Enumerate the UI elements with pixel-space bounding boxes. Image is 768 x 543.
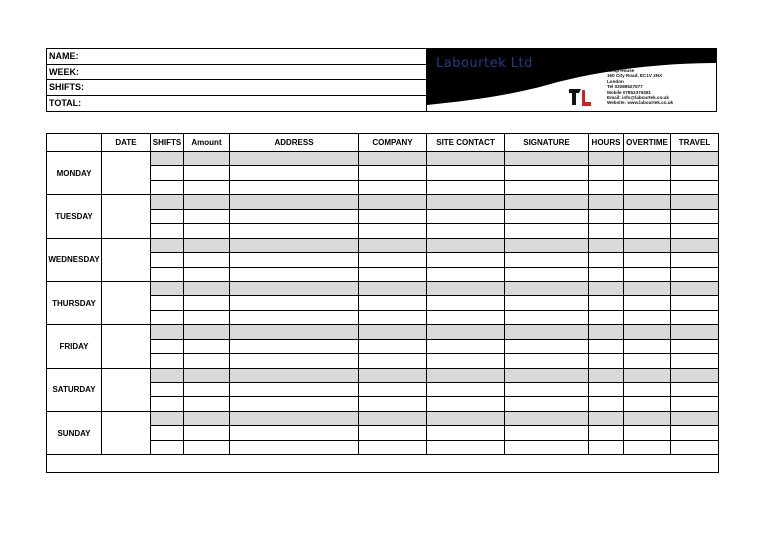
entry-cell[interactable]	[427, 310, 505, 324]
entry-cell[interactable]	[671, 383, 719, 397]
entry-cell[interactable]	[505, 195, 589, 209]
entry-cell[interactable]	[359, 152, 427, 166]
entry-cell[interactable]	[624, 238, 671, 252]
entry-cell[interactable]	[505, 339, 589, 353]
contact-line: 160 City Road, EC1V 2NX	[607, 73, 663, 79]
entry-cell[interactable]	[359, 426, 427, 440]
entry-cell[interactable]	[184, 281, 230, 295]
entry-cell[interactable]	[427, 426, 505, 440]
entry-cell[interactable]	[589, 224, 624, 238]
entry-cell[interactable]	[151, 209, 184, 223]
entry-cell[interactable]	[671, 397, 719, 411]
entry-cell[interactable]	[184, 440, 230, 454]
table-row	[47, 238, 719, 252]
day-label: WEDNESDAY	[47, 238, 102, 281]
entry-cell[interactable]	[359, 325, 427, 339]
contact-line: Mobile 07852379491	[607, 89, 651, 95]
entry-cell[interactable]	[589, 383, 624, 397]
entry-cell[interactable]	[151, 267, 184, 281]
entry-cell[interactable]	[359, 411, 427, 425]
entry-cell[interactable]	[671, 368, 719, 382]
day-label: THURSDAY	[47, 281, 102, 324]
entry-cell[interactable]	[230, 267, 359, 281]
entry-cell[interactable]	[624, 253, 671, 267]
entry-cell[interactable]	[184, 310, 230, 324]
entry-cell[interactable]	[589, 325, 624, 339]
entry-cell[interactable]	[671, 281, 719, 295]
entry-cell[interactable]	[184, 411, 230, 425]
entry-cell[interactable]	[624, 180, 671, 194]
entry-cell[interactable]	[505, 180, 589, 194]
entry-cell[interactable]	[624, 426, 671, 440]
column-header-address: ADDRESS	[230, 134, 359, 152]
entry-cell[interactable]	[359, 238, 427, 252]
column-header-shifts: SHIFTS	[151, 134, 184, 152]
entry-cell[interactable]	[624, 383, 671, 397]
entry-cell[interactable]	[624, 325, 671, 339]
entry-cell[interactable]	[184, 426, 230, 440]
entry-cell[interactable]	[427, 368, 505, 382]
day-label: TUESDAY	[47, 195, 102, 238]
shifts-field[interactable]: SHIFTS:	[47, 80, 426, 96]
date-cell[interactable]	[102, 368, 151, 411]
entry-cell[interactable]	[671, 354, 719, 368]
entry-cell[interactable]	[505, 426, 589, 440]
entry-cell[interactable]	[230, 238, 359, 252]
entry-cell[interactable]	[151, 152, 184, 166]
entry-cell[interactable]	[359, 195, 427, 209]
entry-cell[interactable]	[427, 354, 505, 368]
total-field[interactable]: TOTAL:	[49, 98, 82, 109]
entry-cell[interactable]	[151, 411, 184, 425]
entry-cell[interactable]	[427, 296, 505, 310]
entry-cell[interactable]	[589, 253, 624, 267]
entry-cell[interactable]	[624, 310, 671, 324]
entry-cell[interactable]	[589, 267, 624, 281]
entry-cell[interactable]	[589, 166, 624, 180]
entry-cell[interactable]	[230, 195, 359, 209]
entry-cell[interactable]	[151, 281, 184, 295]
entry-cell[interactable]	[359, 253, 427, 267]
entry-cell[interactable]	[359, 354, 427, 368]
entry-cell[interactable]	[230, 224, 359, 238]
entry-cell[interactable]	[624, 267, 671, 281]
entry-cell[interactable]	[230, 383, 359, 397]
entry-cell[interactable]	[671, 325, 719, 339]
entry-cell[interactable]	[359, 397, 427, 411]
entry-cell[interactable]	[589, 310, 624, 324]
entry-cell[interactable]	[505, 325, 589, 339]
entry-cell[interactable]	[151, 180, 184, 194]
entry-cell[interactable]	[230, 411, 359, 425]
entry-cell[interactable]	[151, 426, 184, 440]
entry-cell[interactable]	[505, 209, 589, 223]
entry-cell[interactable]	[505, 310, 589, 324]
entry-cell[interactable]	[671, 296, 719, 310]
day-label: SUNDAY	[47, 411, 102, 454]
entry-cell[interactable]	[427, 411, 505, 425]
contact-line: Website: www.labourtek.co.uk	[607, 100, 674, 106]
entry-cell[interactable]	[184, 267, 230, 281]
table-row	[47, 195, 719, 209]
date-cell[interactable]	[102, 195, 151, 238]
entry-cell[interactable]	[151, 397, 184, 411]
entry-cell[interactable]	[427, 195, 505, 209]
entry-cell[interactable]	[589, 238, 624, 252]
entry-cell[interactable]	[671, 224, 719, 238]
entry-cell[interactable]	[505, 152, 589, 166]
entry-cell[interactable]	[184, 195, 230, 209]
entry-cell[interactable]	[624, 440, 671, 454]
entry-cell[interactable]	[671, 339, 719, 353]
entry-cell[interactable]	[184, 238, 230, 252]
entry-cell[interactable]	[589, 411, 624, 425]
entry-cell[interactable]	[184, 166, 230, 180]
entry-cell[interactable]	[671, 180, 719, 194]
entry-cell[interactable]	[230, 339, 359, 353]
entry-cell[interactable]	[230, 180, 359, 194]
date-cell[interactable]	[102, 152, 151, 195]
entry-cell[interactable]	[359, 281, 427, 295]
entry-cell[interactable]	[184, 354, 230, 368]
entry-cell[interactable]	[427, 440, 505, 454]
company-name: Labourtek Ltd	[436, 56, 533, 71]
entry-cell[interactable]	[589, 209, 624, 223]
entry-cell[interactable]	[505, 296, 589, 310]
contact-line: kemp House	[607, 68, 635, 73]
entry-cell[interactable]	[505, 253, 589, 267]
entry-cell[interactable]	[624, 354, 671, 368]
entry-cell[interactable]	[589, 440, 624, 454]
column-header-site-contact: SITE CONTACT	[427, 134, 505, 152]
entry-cell[interactable]	[151, 296, 184, 310]
day-label: SATURDAY	[47, 368, 102, 411]
table-row	[47, 281, 719, 295]
entry-cell[interactable]	[230, 368, 359, 382]
entry-cell[interactable]	[427, 281, 505, 295]
entry-cell[interactable]	[671, 253, 719, 267]
employee-fields	[47, 49, 427, 111]
entry-cell[interactable]	[589, 339, 624, 353]
entry-cell[interactable]	[359, 267, 427, 281]
entry-cell[interactable]	[359, 224, 427, 238]
entry-cell[interactable]	[151, 383, 184, 397]
header-box	[46, 48, 717, 112]
timesheet-table	[46, 133, 719, 473]
entry-cell[interactable]	[359, 296, 427, 310]
entry-cell[interactable]	[359, 368, 427, 382]
entry-cell[interactable]	[184, 224, 230, 238]
entry-cell[interactable]	[589, 180, 624, 194]
entry-cell[interactable]	[184, 325, 230, 339]
entry-cell[interactable]	[184, 180, 230, 194]
entry-cell[interactable]	[505, 354, 589, 368]
entry-cell[interactable]	[359, 209, 427, 223]
entry-cell[interactable]	[184, 152, 230, 166]
entry-cell[interactable]	[624, 166, 671, 180]
entry-cell[interactable]	[624, 339, 671, 353]
entry-cell[interactable]	[230, 152, 359, 166]
entry-cell[interactable]	[230, 166, 359, 180]
entry-cell[interactable]	[427, 253, 505, 267]
column-header-overtime: OVERTIME	[624, 134, 671, 152]
entry-cell[interactable]	[589, 354, 624, 368]
entry-cell[interactable]	[624, 411, 671, 425]
entry-cell[interactable]	[184, 296, 230, 310]
entry-cell[interactable]	[184, 253, 230, 267]
date-cell[interactable]	[102, 238, 151, 281]
day-label: MONDAY	[47, 152, 102, 195]
entry-cell[interactable]	[505, 383, 589, 397]
entry-cell[interactable]	[671, 310, 719, 324]
entry-cell[interactable]	[505, 166, 589, 180]
entry-cell[interactable]	[427, 325, 505, 339]
entry-cell[interactable]	[151, 224, 184, 238]
entry-cell[interactable]	[505, 224, 589, 238]
entry-cell[interactable]	[427, 224, 505, 238]
entry-cell[interactable]	[671, 411, 719, 425]
entry-cell[interactable]	[359, 440, 427, 454]
entry-cell[interactable]	[151, 339, 184, 353]
entry-cell[interactable]	[589, 195, 624, 209]
entry-cell[interactable]	[624, 195, 671, 209]
entry-cell[interactable]	[151, 325, 184, 339]
column-header-amount: Amount	[184, 134, 230, 152]
entry-cell[interactable]	[671, 440, 719, 454]
entry-cell[interactable]	[427, 180, 505, 194]
entry-cell[interactable]	[184, 383, 230, 397]
entry-cell[interactable]	[505, 267, 589, 281]
table-row	[47, 411, 719, 425]
entry-cell[interactable]	[505, 440, 589, 454]
date-cell[interactable]	[102, 281, 151, 324]
entry-cell[interactable]	[151, 354, 184, 368]
contact-line: Tel 02089527577	[607, 84, 643, 90]
column-header-company: COMPANY	[359, 134, 427, 152]
entry-cell[interactable]	[427, 238, 505, 252]
timesheet-body	[47, 152, 719, 473]
entry-cell[interactable]	[624, 152, 671, 166]
entry-cell[interactable]	[427, 339, 505, 353]
entry-cell[interactable]	[359, 339, 427, 353]
footer-row	[47, 455, 719, 473]
name-field[interactable]: NAME:	[47, 49, 426, 65]
entry-cell[interactable]	[230, 253, 359, 267]
entry-cell[interactable]	[427, 397, 505, 411]
contact-details	[607, 68, 673, 106]
entry-cell[interactable]	[151, 195, 184, 209]
entry-cell[interactable]	[427, 152, 505, 166]
entry-cell[interactable]	[671, 426, 719, 440]
company-banner	[427, 49, 716, 111]
entry-cell[interactable]	[505, 368, 589, 382]
entry-cell[interactable]	[359, 310, 427, 324]
entry-cell[interactable]	[671, 166, 719, 180]
entry-cell[interactable]	[505, 281, 589, 295]
entry-cell[interactable]	[671, 267, 719, 281]
entry-cell[interactable]	[151, 368, 184, 382]
entry-cell[interactable]	[505, 238, 589, 252]
company-logo-icon	[569, 87, 591, 107]
entry-cell[interactable]	[151, 310, 184, 324]
entry-cell[interactable]	[427, 267, 505, 281]
table-row	[47, 368, 719, 382]
entry-cell[interactable]	[151, 440, 184, 454]
week-field[interactable]: WEEK:	[47, 65, 426, 81]
entry-cell[interactable]	[184, 368, 230, 382]
entry-cell[interactable]	[624, 368, 671, 382]
entry-cell[interactable]	[151, 166, 184, 180]
table-row	[47, 152, 719, 166]
entry-cell[interactable]	[589, 152, 624, 166]
entry-cell[interactable]	[359, 383, 427, 397]
entry-cell[interactable]	[505, 411, 589, 425]
notes-cell[interactable]	[47, 455, 719, 473]
contact-line: Email: info@labourtek.co.uk	[607, 95, 669, 101]
entry-cell[interactable]	[671, 152, 719, 166]
entry-cell[interactable]	[151, 253, 184, 267]
day-label: FRIDAY	[47, 325, 102, 368]
entry-cell[interactable]	[624, 397, 671, 411]
entry-cell[interactable]	[505, 397, 589, 411]
date-cell[interactable]	[102, 325, 151, 368]
entry-cell[interactable]	[230, 440, 359, 454]
entry-cell[interactable]	[230, 426, 359, 440]
table-row	[47, 325, 719, 339]
entry-cell[interactable]	[427, 166, 505, 180]
entry-cell[interactable]	[624, 209, 671, 223]
entry-cell[interactable]	[589, 426, 624, 440]
entry-cell[interactable]	[184, 339, 230, 353]
entry-cell[interactable]	[184, 209, 230, 223]
entry-cell[interactable]	[230, 209, 359, 223]
entry-cell[interactable]	[671, 209, 719, 223]
entry-cell[interactable]	[589, 281, 624, 295]
entry-cell[interactable]	[589, 397, 624, 411]
entry-cell[interactable]	[671, 195, 719, 209]
entry-cell[interactable]	[230, 325, 359, 339]
entry-cell[interactable]	[359, 166, 427, 180]
column-header-hours: HOURS	[589, 134, 624, 152]
entry-cell[interactable]	[230, 281, 359, 295]
column-header-date: DATE	[102, 134, 151, 152]
entry-cell[interactable]	[230, 296, 359, 310]
entry-cell[interactable]	[359, 180, 427, 194]
entry-cell[interactable]	[589, 296, 624, 310]
column-header-day	[47, 134, 102, 152]
entry-cell[interactable]	[151, 238, 184, 252]
entry-cell[interactable]	[624, 224, 671, 238]
entry-cell[interactable]	[230, 397, 359, 411]
entry-cell[interactable]	[184, 397, 230, 411]
entry-cell[interactable]	[671, 238, 719, 252]
entry-cell[interactable]	[427, 209, 505, 223]
header-row	[47, 134, 719, 152]
date-cell[interactable]	[102, 411, 151, 454]
entry-cell[interactable]	[230, 310, 359, 324]
entry-cell[interactable]	[589, 368, 624, 382]
entry-cell[interactable]	[230, 354, 359, 368]
entry-cell[interactable]	[427, 383, 505, 397]
column-header-signature: SIGNATURE	[505, 134, 589, 152]
entry-cell[interactable]	[624, 296, 671, 310]
entry-cell[interactable]	[624, 281, 671, 295]
contact-line: London	[607, 78, 624, 84]
column-header-travel: TRAVEL	[671, 134, 719, 152]
